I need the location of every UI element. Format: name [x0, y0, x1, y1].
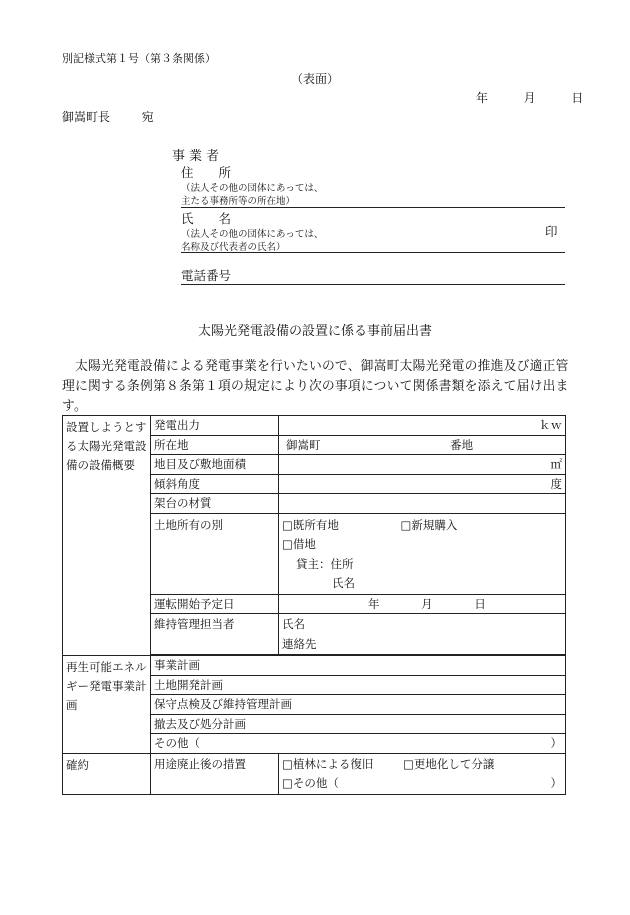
mount-value	[279, 494, 566, 514]
owned-checkbox[interactable]: □既所有地	[282, 517, 339, 532]
vacant-land-checkbox[interactable]: □更地化して分譲	[403, 756, 495, 771]
name-block	[181, 209, 565, 254]
addressee-name: 御嵩町長	[62, 110, 111, 124]
angle-label: 傾斜角度	[151, 474, 279, 494]
lease-checkbox[interactable]: □借地	[282, 537, 316, 551]
start-label: 運転開始予定日	[151, 594, 279, 614]
plan-item: 保守点検及び維持管理計画	[151, 695, 566, 715]
applicant-title: 事業者	[172, 149, 224, 164]
ownership-value	[279, 513, 566, 594]
section1-category: 設置しようとする太陽光発電設備の設備概要	[63, 416, 151, 656]
plan-item: 事業計画	[151, 656, 566, 676]
location-town: 御嵩町	[286, 437, 321, 452]
phone-block	[181, 266, 565, 284]
name-note-2: 名称及び代表者の氏名）	[181, 242, 286, 253]
land-unit: ㎡	[279, 455, 566, 475]
section3-category: 確約	[63, 753, 151, 794]
name-note-1: （法人その他の団体にあっては、	[181, 229, 324, 240]
addressee-suffix: 宛	[141, 110, 154, 124]
other-disposal-checkbox[interactable]: □その他（	[282, 776, 339, 790]
lessor-name-label: 氏名	[332, 576, 355, 590]
plan-item: 撤去及び処分計画	[151, 714, 566, 734]
phone-label: 電話番号	[181, 268, 232, 283]
ownership-label: 土地所有の別	[151, 513, 279, 594]
output-unit: ｋｗ	[279, 416, 566, 436]
mount-label: 架台の材質	[151, 494, 279, 514]
name-underline	[181, 252, 565, 253]
seal-mark: 印	[545, 224, 558, 239]
name-label: 氏 名	[181, 211, 232, 226]
phone-underline	[181, 284, 565, 285]
land-label: 地目及び敷地面積	[151, 455, 279, 475]
manager-name-label: 氏名	[282, 617, 305, 631]
address-note-2: 主たる事務所等の所在地）	[181, 196, 296, 207]
new-purchase-checkbox[interactable]: □新規購入	[400, 517, 458, 532]
reforest-checkbox[interactable]: □植林による復旧	[282, 756, 374, 771]
location-banchi: 番地	[450, 437, 474, 452]
start-year: 年	[368, 596, 380, 611]
address-label: 住 所	[181, 165, 232, 180]
date-line	[476, 89, 583, 106]
details-table	[62, 415, 566, 795]
table-row	[63, 753, 566, 794]
plan-other-close: ）	[550, 736, 562, 750]
document-body: 太陽光発電設備による発電事業を行いたいので、御嵩町太陽光発電の推進及び適正管理に関する条例第８条第１項の規定により次の事項について関係書類を添えて届け出ます。	[62, 359, 569, 414]
location-value	[279, 435, 566, 455]
table-row	[63, 416, 566, 436]
plan-item: 土地開発計画	[151, 675, 566, 695]
angle-unit: 度	[279, 474, 566, 494]
other-disposal-close: ）	[550, 776, 562, 790]
start-value	[279, 594, 566, 614]
table-row	[63, 656, 566, 676]
location-label: 所在地	[151, 435, 279, 455]
manager-contact-label: 連絡先	[282, 636, 317, 651]
form-number: 別記様式第１号（第３条関係）	[62, 52, 216, 65]
plan-other	[151, 734, 566, 754]
address-block	[181, 163, 565, 208]
lessor-address-label: 貸主：住所	[296, 556, 354, 571]
disposal-value	[279, 753, 566, 794]
day-label: 日	[571, 91, 584, 105]
year-label: 年	[476, 91, 489, 105]
side-label: （表面）	[290, 72, 339, 86]
disposal-label: 用途廃止後の措置	[151, 753, 279, 794]
manager-value	[279, 614, 566, 655]
address-note-1: （法人その他の団体にあっては、	[181, 183, 324, 194]
month-label: 月	[523, 91, 536, 105]
addressee	[62, 108, 154, 125]
address-underline	[181, 207, 565, 208]
start-day: 日	[474, 596, 486, 611]
output-label: 発電出力	[151, 416, 279, 436]
plan-other-label: その他（	[154, 736, 200, 750]
section2-category: 再生可能エネルギー発電事業計画	[63, 656, 151, 754]
manager-label: 維持管理担当者	[151, 614, 279, 655]
start-month: 月	[421, 596, 433, 611]
document-title: 太陽光発電設備の設置に係る事前届出書	[197, 324, 432, 339]
